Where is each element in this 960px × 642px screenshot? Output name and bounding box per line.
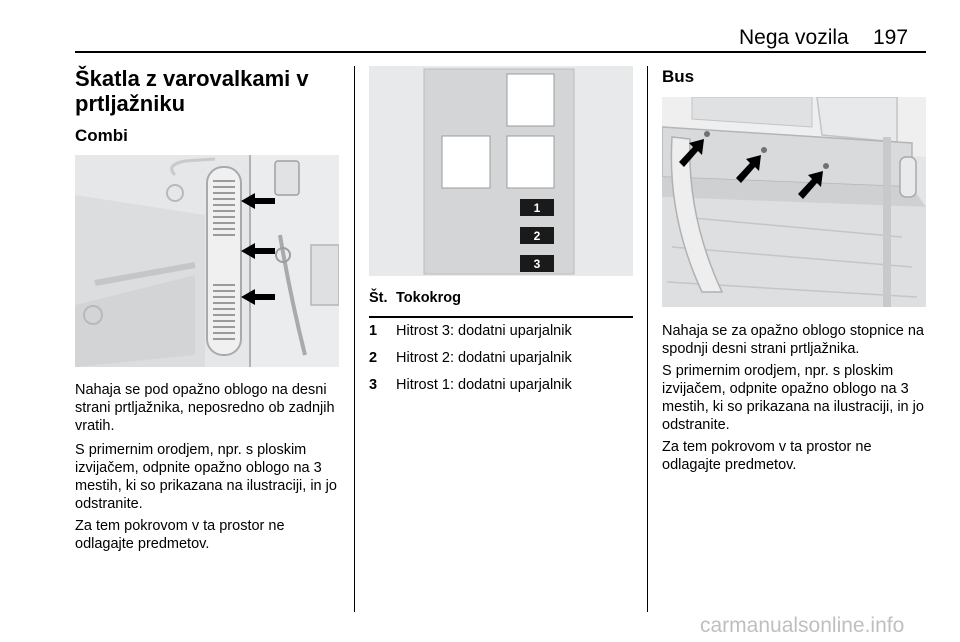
table-row xyxy=(369,350,633,366)
fuse-label-2: 2 xyxy=(533,229,541,243)
combi-paragraph-2: S primernim orodjem, npr. s ploskim izvijačem, odpnite opažno oblogo na 3 mestih, ki so prikazana na ilustraciji, in jo odstranite. xyxy=(75,442,337,512)
header-rule xyxy=(75,51,926,53)
table-header-rule xyxy=(369,316,633,318)
table-row-number: 3 xyxy=(369,377,378,393)
running-header-title: Nega vozila xyxy=(739,26,849,49)
section-title: Škatla z varovalkami v prtljažniku xyxy=(75,66,309,116)
table-row-circuit: Hitrost 1: dodatni uparjalnik xyxy=(396,377,572,393)
table-row-circuit: Hitrost 2: dodatni uparjalnik xyxy=(396,350,572,366)
combi-illustration xyxy=(75,155,339,367)
table-row-circuit: Hitrost 3: dodatni uparjalnik xyxy=(396,323,572,339)
fuse-label-1: 1 xyxy=(533,201,541,215)
table-header-circuit: Tokokrog xyxy=(396,290,461,306)
table-row xyxy=(369,323,633,339)
watermark: carmanualsonline.info xyxy=(700,614,905,637)
bus-illustration xyxy=(662,97,926,307)
table-row-number: 1 xyxy=(369,323,378,339)
table-row-number: 2 xyxy=(369,350,378,366)
table-header xyxy=(369,290,633,306)
combi-paragraph-1: Nahaja se pod opažno oblogo na desni strani prtljažnika, neposredno ob zadnjih vratih. xyxy=(75,382,335,434)
bus-paragraph-3: Za tem pokrovom v ta prostor ne odlagajte predmetov. xyxy=(662,439,872,473)
table-row xyxy=(369,377,633,393)
fuse-box-diagram xyxy=(369,66,633,276)
column-divider-left xyxy=(354,66,355,612)
table-header-number: Št. xyxy=(369,290,388,306)
combi-paragraph-3: Za tem pokrovom v ta prostor ne odlagajte predmetov. xyxy=(75,518,285,552)
bus-subtitle: Bus xyxy=(662,67,695,86)
combi-subtitle: Combi xyxy=(75,126,128,145)
bus-paragraph-1: Nahaja se za opažno oblogo stopnice na spodnji desni strani prtljažnika. xyxy=(662,323,924,357)
column-divider-right xyxy=(647,66,648,612)
fuse-label-3: 3 xyxy=(533,257,541,271)
bus-paragraph-2: S primernim orodjem, npr. s ploskim izvijačem, odpnite opažno oblogo na 3 mestih, ki so prikazana na ilustraciji, in jo odstranite. xyxy=(662,363,924,433)
page-number: 197 xyxy=(873,26,909,49)
